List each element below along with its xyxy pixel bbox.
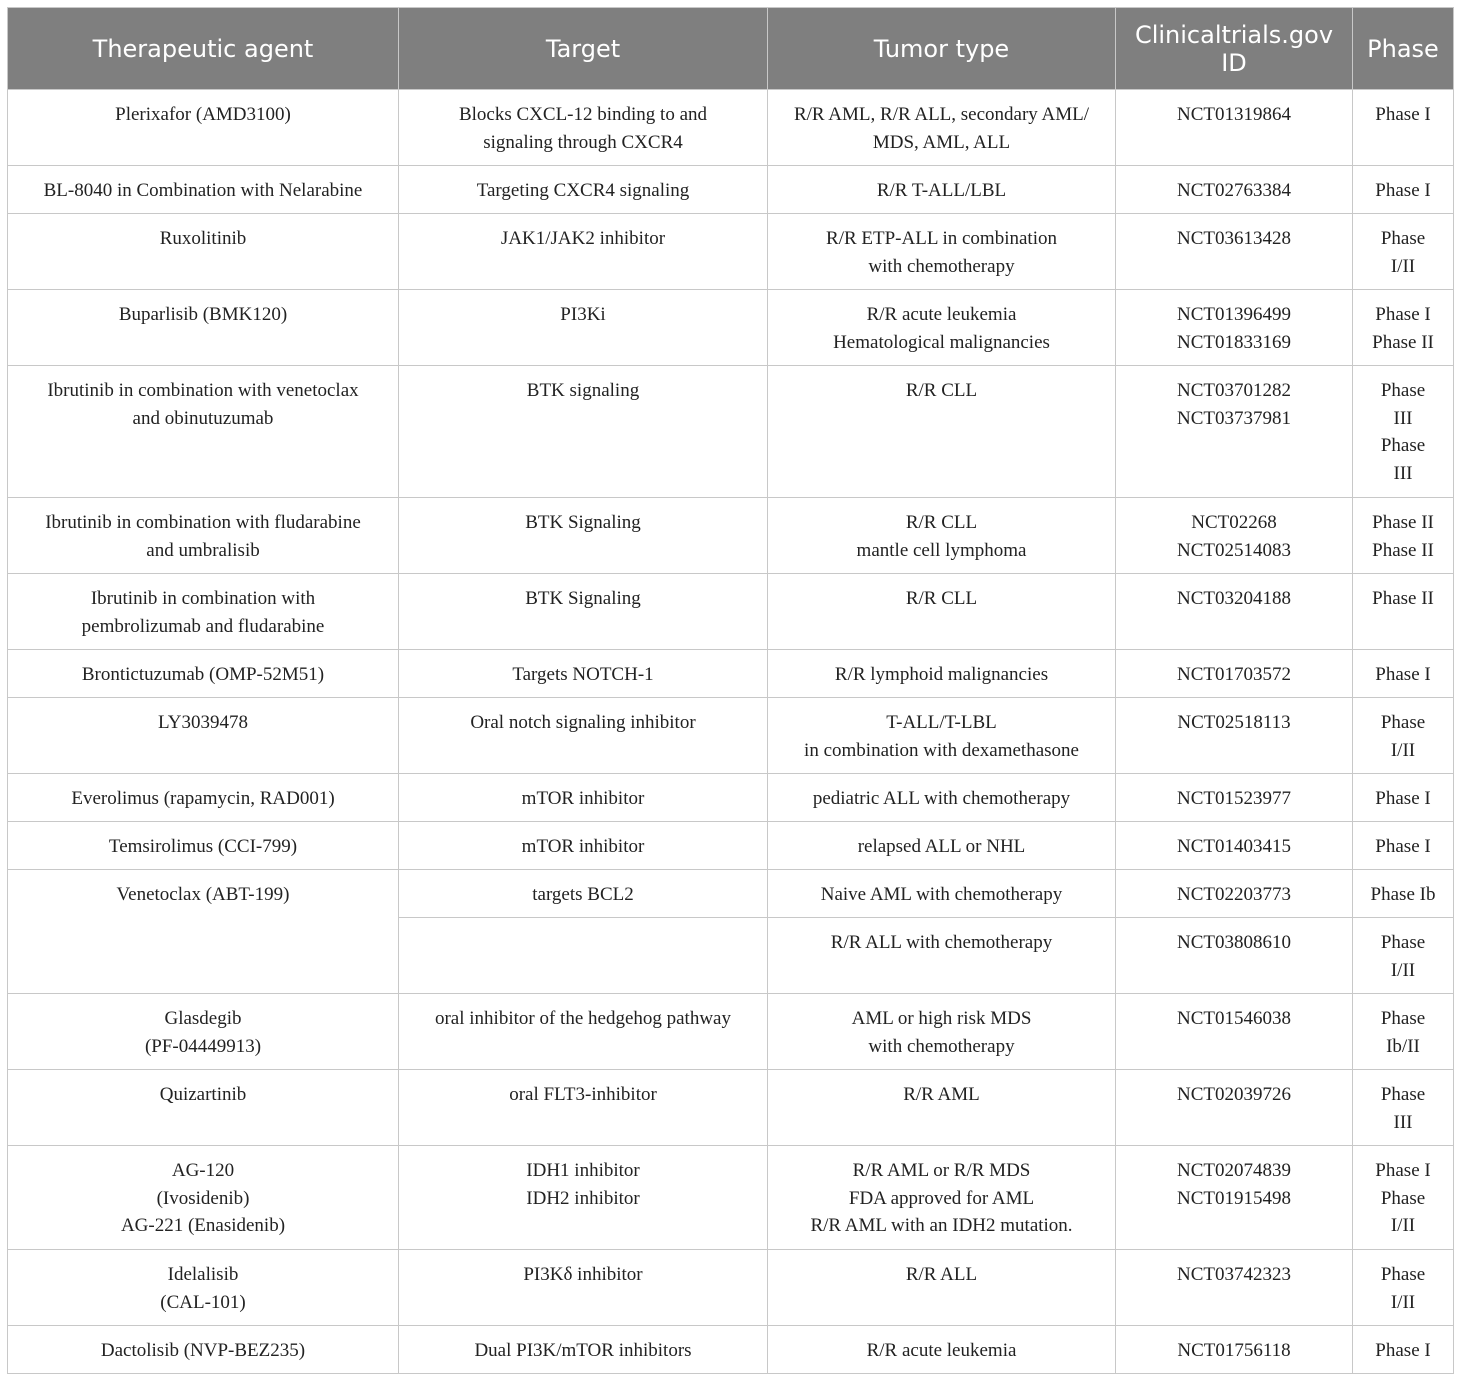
cell-line: III (1393, 1111, 1413, 1133)
cell-line: Phase (1380, 1008, 1426, 1029)
cell-line: Dual PI3K/mTOR inhibitors (474, 1340, 692, 1361)
target-cell (399, 290, 768, 366)
cell-line: Phase I (1375, 104, 1431, 125)
agent-cell (8, 290, 399, 366)
agent-cell (8, 90, 399, 166)
agent-cell (8, 1070, 399, 1146)
agent-cell (8, 1146, 399, 1250)
tumor-type-cell (768, 1146, 1116, 1250)
tumor-type-cell (768, 650, 1116, 698)
cell-line: Phase I (1375, 788, 1431, 809)
cell-line: NCT02518113 (1177, 712, 1291, 733)
cell-line: PI3Kδ inhibitor (523, 1264, 643, 1285)
cell-line: (CAL-101) (160, 1291, 246, 1313)
cell-line: mantle cell lymphoma (856, 539, 1027, 561)
cell-line: in combination with dexamethasone (804, 739, 1079, 761)
tumor-type-cell (768, 698, 1116, 774)
cell-line: NCT01403415 (1177, 836, 1291, 857)
cell-line: Hematological malignancies (833, 331, 1050, 353)
header-clinicaltrials-id (1116, 8, 1353, 90)
target-cell (399, 650, 768, 698)
phase-cell (1353, 650, 1454, 698)
trial-id-cell (1116, 90, 1353, 166)
cell-line: Phase I (1375, 304, 1431, 325)
cell-line: AG-221 (Enasidenib) (120, 1215, 286, 1236)
cell-line: Phase (1380, 228, 1426, 249)
header-therapeutic-agent: Therapeutic agent (8, 8, 399, 90)
cell-line: Plerixafor (AMD3100) (115, 104, 291, 125)
phase-cell (1353, 90, 1454, 166)
cell-line: Phase I (1375, 664, 1431, 685)
target-cell (399, 698, 768, 774)
cell-line: BTK Signaling (525, 588, 641, 609)
cell-line: NCT02074839 (1177, 1160, 1291, 1181)
table-row (8, 870, 1454, 918)
phase-cell (1353, 498, 1454, 574)
cell-line: LY3039478 (158, 712, 248, 733)
trial-id-cell (1116, 698, 1353, 774)
cell-line: and obinutuzumab (132, 407, 274, 429)
trial-id-cell (1116, 650, 1353, 698)
cell-line: Dactolisib (NVP-BEZ235) (100, 1340, 306, 1361)
table-row (8, 1326, 1454, 1374)
cell-line: T-ALL/T-LBL (886, 712, 997, 733)
cell-line: Phase II (1372, 331, 1434, 353)
tumor-type-cell (768, 166, 1116, 214)
cell-line: Blocks CXCL-12 binding to and (458, 104, 708, 125)
cell-line: NCT03204188 (1177, 588, 1291, 609)
cell-line: BTK signaling (526, 380, 640, 401)
table-row (8, 698, 1454, 774)
cell-line: I/II (1390, 255, 1416, 277)
cell-line: R/R T-ALL/LBL (876, 180, 1007, 201)
cell-line: R/R CLL (905, 588, 978, 609)
cell-line: Phase (1380, 712, 1426, 733)
cell-line: NCT03613428 (1177, 228, 1291, 249)
cell-line: NCT01546038 (1177, 1008, 1291, 1029)
header-row (8, 8, 1454, 90)
cell-line: R/R CLL (905, 380, 978, 401)
cell-line: AML or high risk MDS (851, 1008, 1032, 1029)
trial-id-cell (1116, 366, 1353, 498)
table-row (8, 994, 1454, 1070)
cell-line: R/R AML with an IDH2 mutation. (810, 1215, 1073, 1236)
cell-line: ID (1221, 48, 1247, 77)
cell-line: (PF-04449913) (144, 1035, 262, 1057)
cell-line: Ibrutinib in combination with venetoclax (47, 380, 359, 401)
cell-line: Ibrutinib in combination with fludarabine (45, 512, 361, 533)
cell-line: NCT03737981 (1177, 407, 1291, 429)
cell-line: NCT03701282 (1177, 380, 1291, 401)
cell-line: Targets NOTCH-1 (512, 664, 654, 685)
cell-line: Phase II (1372, 512, 1434, 533)
phase-cell (1353, 1146, 1454, 1250)
agent-cell (8, 574, 399, 650)
table-body (8, 90, 1454, 1374)
agent-cell (8, 698, 399, 774)
cell-line: Temsirolimus (CCI-799) (108, 836, 298, 857)
cell-line: NCT01523977 (1177, 788, 1291, 809)
cell-line: NCT01703572 (1177, 664, 1291, 685)
table-row (8, 774, 1454, 822)
trial-id-cell (1116, 870, 1353, 918)
phase-cell (1353, 214, 1454, 290)
trial-id-cell (1116, 290, 1353, 366)
cell-line: Tumor type (873, 34, 1010, 63)
trial-id-cell (1116, 994, 1353, 1070)
trial-id-cell (1116, 918, 1353, 994)
cell-line: Phase (1380, 435, 1426, 456)
target-cell (399, 918, 768, 994)
header-phase (1353, 8, 1454, 90)
table-row (8, 1070, 1454, 1146)
cell-line: targets BCL2 (532, 884, 634, 905)
table-row (8, 214, 1454, 290)
cell-line: Phase (1380, 932, 1426, 953)
cell-line: oral FLT3-inhibitor (509, 1084, 657, 1105)
cell-line: I/II (1390, 1215, 1416, 1236)
target-cell (399, 1250, 768, 1326)
table-row (8, 90, 1454, 166)
cell-line: Brontictuzumab (OMP-52M51) (81, 664, 325, 685)
table-row (8, 166, 1454, 214)
trial-id-cell (1116, 1250, 1353, 1326)
target-cell (399, 366, 768, 498)
tumor-type-cell (768, 90, 1116, 166)
cell-line: Ib/II (1386, 1035, 1420, 1057)
cell-line: Phase (1380, 1187, 1426, 1209)
cell-line: Everolimus (rapamycin, RAD001) (71, 788, 335, 809)
cell-line: R/R AML, R/R ALL, secondary AML/ (793, 104, 1090, 125)
phase-cell (1353, 994, 1454, 1070)
cell-line: Buparlisib (BMK120) (118, 304, 288, 325)
table-row (8, 366, 1454, 498)
cell-line: Naive AML with chemotherapy (820, 884, 1063, 905)
cell-line: Ruxolitinib (159, 228, 247, 249)
cell-line: NCT01915498 (1177, 1187, 1291, 1209)
agent-cell (8, 498, 399, 574)
phase-cell (1353, 774, 1454, 822)
cell-line: I/II (1390, 959, 1416, 981)
agent-cell (8, 870, 399, 994)
agent-cell (8, 166, 399, 214)
cell-line: NCT02039726 (1177, 1084, 1291, 1105)
trial-id-cell (1116, 1146, 1353, 1250)
cell-line: pembrolizumab and fludarabine (81, 615, 325, 637)
table-row (8, 498, 1454, 574)
table-row (8, 290, 1454, 366)
tumor-type-cell (768, 498, 1116, 574)
cell-line: signaling through CXCR4 (483, 131, 683, 153)
cell-line: FDA approved for AML (848, 1187, 1035, 1209)
tumor-type-cell (768, 290, 1116, 366)
cell-line: Phase II (1372, 588, 1434, 609)
target-cell (399, 166, 768, 214)
table-row (8, 822, 1454, 870)
cell-line: NCT01833169 (1177, 331, 1291, 353)
cell-line: Idelalisib (167, 1264, 239, 1285)
cell-line: NCT02763384 (1177, 180, 1291, 201)
agent-cell (8, 774, 399, 822)
cell-line: Phase (1380, 1264, 1426, 1285)
cell-line: Phase I (1375, 836, 1431, 857)
cell-line: MDS, AML, ALL (872, 131, 1011, 153)
tumor-type-cell (768, 1070, 1116, 1146)
cell-line: Targeting CXCR4 signaling (476, 180, 690, 201)
header-tumor-type (768, 8, 1116, 90)
tumor-type-cell (768, 1250, 1116, 1326)
cell-line: NCT01319864 (1177, 104, 1291, 125)
cell-line: with chemotherapy (868, 1035, 1015, 1057)
cell-line: Phase I (1375, 180, 1431, 201)
target-cell (399, 1326, 768, 1374)
agent-cell (8, 366, 399, 498)
cell-line: PI3Ki (560, 304, 606, 325)
cell-line: Ibrutinib in combination with (90, 588, 316, 609)
agent-cell (8, 994, 399, 1070)
cell-line: (Ivosidenib) (156, 1187, 250, 1209)
cell-line: with chemotherapy (868, 255, 1015, 277)
target-cell (399, 774, 768, 822)
phase-cell (1353, 1326, 1454, 1374)
target-cell (399, 90, 768, 166)
cell-line: oral inhibitor of the hedgehog pathway (434, 1008, 731, 1029)
tumor-type-cell (768, 214, 1116, 290)
target-cell (399, 1070, 768, 1146)
tumor-type-cell (768, 918, 1116, 994)
cell-line: NCT02203773 (1177, 884, 1291, 905)
trial-id-cell (1116, 166, 1353, 214)
cell-line: Venetoclax (ABT-199) (116, 884, 290, 905)
table-row (8, 650, 1454, 698)
cell-line: Oral notch signaling inhibitor (470, 712, 696, 733)
cell-line: NCT01396499 (1177, 304, 1291, 325)
cell-line: R/R acute leukemia (866, 1340, 1017, 1361)
phase-cell (1353, 870, 1454, 918)
cell-line: R/R CLL (905, 512, 978, 533)
phase-cell (1353, 290, 1454, 366)
cell-line: Phase (1380, 380, 1426, 401)
cell-line: Phase II (1372, 539, 1434, 561)
trial-id-cell (1116, 1326, 1353, 1374)
cell-line: mTOR inhibitor (521, 788, 645, 809)
trial-id-cell (1116, 574, 1353, 650)
cell-line: Phase I (1375, 1340, 1431, 1361)
cell-line: Phase (1367, 34, 1439, 63)
cell-line: I/II (1390, 1291, 1416, 1313)
clinical-trials-table (7, 7, 1454, 1374)
cell-line: NCT01756118 (1177, 1340, 1291, 1361)
phase-cell (1353, 698, 1454, 774)
cell-line: NCT02268 (1191, 512, 1277, 533)
cell-line: R/R ALL (905, 1264, 978, 1285)
cell-line: IDH1 inhibitor (526, 1160, 640, 1181)
cell-line: BTK Signaling (525, 512, 641, 533)
cell-line: NCT03742323 (1177, 1264, 1291, 1285)
cell-line: Glasdegib (164, 1008, 242, 1029)
trial-id-cell (1116, 1070, 1353, 1146)
table-row (8, 1146, 1454, 1250)
cell-line: Phase (1380, 1084, 1426, 1105)
cell-line: pediatric ALL with chemotherapy (812, 788, 1071, 809)
tumor-type-cell (768, 366, 1116, 498)
tumor-type-cell (768, 822, 1116, 870)
phase-cell (1353, 1070, 1454, 1146)
trial-id-cell (1116, 498, 1353, 574)
target-cell (399, 574, 768, 650)
cell-line: JAK1/JAK2 inhibitor (500, 228, 666, 249)
target-cell (399, 994, 768, 1070)
cell-line: Phase I (1375, 1160, 1431, 1181)
cell-line: Quizartinib (159, 1084, 247, 1105)
cell-line: R/R ALL with chemotherapy (830, 932, 1053, 953)
agent-cell (8, 650, 399, 698)
cell-line: mTOR inhibitor (521, 836, 645, 857)
target-cell (399, 1146, 768, 1250)
cell-line: BL-8040 in Combination with Nelarabine (43, 180, 363, 201)
cell-line: Target (545, 34, 621, 63)
header-target (399, 8, 768, 90)
phase-cell (1353, 918, 1454, 994)
cell-line: Phase Ib (1370, 884, 1436, 905)
cell-line: III (1393, 407, 1413, 429)
tumor-type-cell (768, 774, 1116, 822)
cell-line: Clinicaltrials.gov (1134, 20, 1334, 49)
cell-line: NCT02514083 (1177, 539, 1291, 561)
phase-cell (1353, 574, 1454, 650)
agent-cell (8, 214, 399, 290)
cell-line: I/II (1390, 739, 1416, 761)
tumor-type-cell (768, 574, 1116, 650)
cell-line: AG-120 (171, 1160, 235, 1181)
tumor-type-cell (768, 994, 1116, 1070)
tumor-type-cell (768, 1326, 1116, 1374)
trial-id-cell (1116, 822, 1353, 870)
cell-line: R/R AML or R/R MDS (852, 1160, 1031, 1181)
target-cell (399, 498, 768, 574)
cell-line: R/R acute leukemia (866, 304, 1017, 325)
cell-line: and umbralisib (146, 539, 260, 561)
cell-line: R/R ETP-ALL in combination (826, 228, 1057, 249)
cell-line: NCT03808610 (1177, 932, 1291, 953)
target-cell (399, 214, 768, 290)
cell-line: relapsed ALL or NHL (857, 836, 1026, 857)
trial-id-cell (1116, 214, 1353, 290)
target-cell (399, 870, 768, 918)
agent-cell (8, 1326, 399, 1374)
agent-cell (8, 1250, 399, 1326)
phase-cell (1353, 366, 1454, 498)
cell-line: IDH2 inhibitor (526, 1187, 640, 1209)
phase-cell (1353, 822, 1454, 870)
cell-line: III (1393, 462, 1413, 484)
cell-line: R/R lymphoid malignancies (834, 664, 1049, 685)
table-row (8, 1250, 1454, 1326)
trial-id-cell (1116, 774, 1353, 822)
table-row (8, 574, 1454, 650)
cell-line: R/R AML (903, 1084, 980, 1105)
agent-cell (8, 822, 399, 870)
target-cell (399, 822, 768, 870)
tumor-type-cell (768, 870, 1116, 918)
phase-cell (1353, 1250, 1454, 1326)
phase-cell (1353, 166, 1454, 214)
